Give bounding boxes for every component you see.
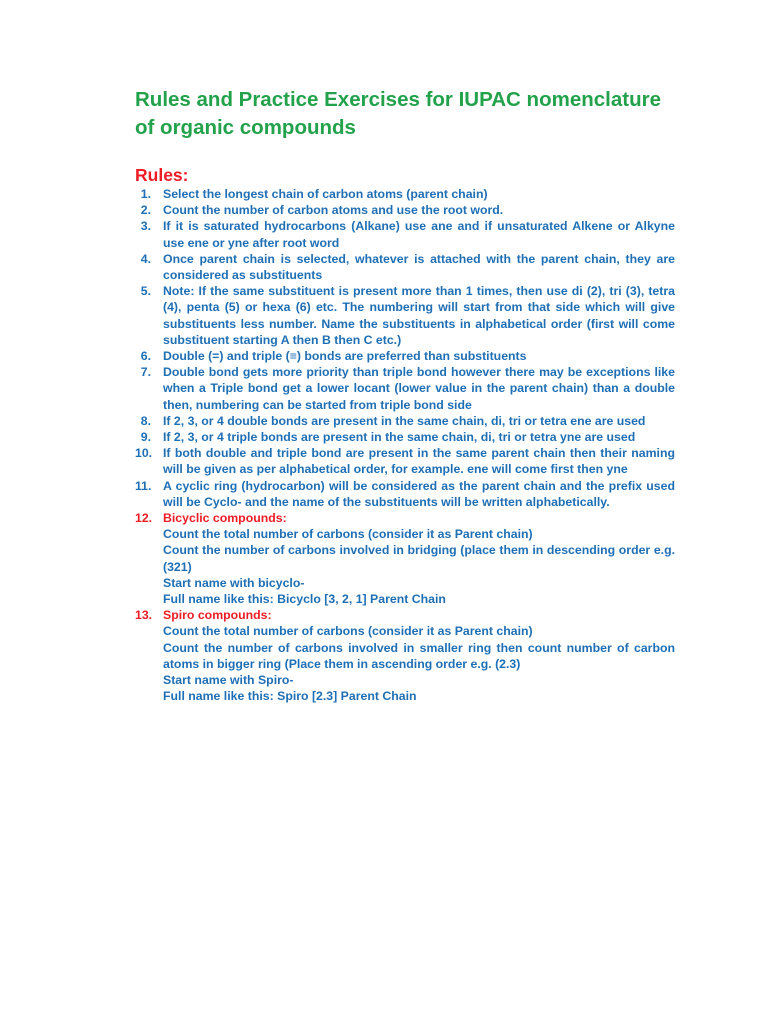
rule-text: If 2, 3, or 4 double bonds are present in the same chain, di, tri or tetra ene are used [163,413,646,428]
rule-item-11 [135,478,675,510]
rule-number: 6. [140,349,151,364]
rule-number: 2. [140,203,151,218]
rule-text: Once parent chain is selected, whatever is attached with the parent chain, they are considered as substituents [163,251,675,283]
rules-list [135,186,675,705]
rule-item-6 [135,348,675,364]
rule-text: Note: If the same substituent is present more than 1 times, then use di (2), tri (3), tetra (4), penta (5) or hexa (6) etc. The numbering will start from that side which will give substituents less number. Name the substituents in alphabetical order (first will come substituent starting A then B then C etc.) [163,284,675,347]
bicyclic-step: Count the total number of carbons (consider it as Parent chain) [163,527,533,542]
spiro-step: Count the number of carbons involved in smaller ring then count number of carbon atoms in bigger ring (Place them in ascending order e.g. (2.3) [163,640,675,671]
rule-number: 10. [135,446,153,461]
bicyclic-step: Start name with bicyclo- [163,575,305,590]
rule-item-10 [135,445,675,477]
rule-number: 13. [135,608,153,623]
rule-item-spiro [135,607,675,704]
rule-text: Double (=) and triple (≡) bonds are preferred than substituents [163,349,527,364]
rule-number: 3. [140,219,151,234]
rule-number: 5. [140,284,151,299]
bicyclic-step: Count the number of carbons involved in bridging (place them in descending order e.g. (321) [163,543,675,574]
spiro-step: Full name like this: Spiro [2.3] Parent Chain [163,689,417,704]
bicyclic-step: Full name like this: Bicyclo [3, 2, 1] Parent Chain [163,592,446,607]
rule-number: 12. [135,511,153,526]
rule-item-1 [135,186,675,202]
rule-text: Count the number of carbon atoms and use the root word. [163,203,504,218]
rule-text: A cyclic ring (hydrocarbon) will be considered as the parent chain and the prefix used will be Cyclo- and the name of the substituents will be written alphabetically. [163,478,675,509]
rule-number: 11. [135,478,152,493]
spiro-heading: Spiro compounds: [163,608,272,623]
rule-number: 8. [140,413,151,428]
rule-number: 1. [140,187,151,201]
rule-number: 7. [140,365,151,380]
rule-item-9 [135,429,675,445]
rule-item-3 [135,218,675,250]
rule-item-4 [135,251,675,283]
rule-item-5 [135,283,675,348]
rule-item-2 [135,202,675,218]
rule-item-bicyclic [135,510,675,607]
document-page [135,86,675,705]
document-title: Rules and Practice Exercises for IUPAC nomenclature of organic compounds [135,88,661,139]
rule-number: 9. [140,430,151,445]
rule-text: If both double and triple bond are present in the same parent chain then their naming will be given as per alphabetical order, for example. ene will come first then yne [163,446,675,477]
rule-text: Select the longest chain of carbon atoms (parent chain) [163,187,488,201]
rule-number: 4. [140,251,151,266]
rule-item-7 [135,364,675,413]
bicyclic-heading: Bicyclic compounds: [163,511,287,526]
spiro-step: Count the total number of carbons (consider it as Parent chain) [163,624,533,639]
rules-heading: Rules: [135,165,189,185]
rule-text: If it is saturated hydrocarbons (Alkane) use ane and if unsaturated Alkene or Alkyne use ene or yne after root word [163,219,675,250]
rule-text: Double bond gets more priority than triple bond however there may be exceptions like when a Triple bond get a lower locant (lower value in the parent chain) than a double then, numbering can be started from triple bond side [163,365,675,412]
spiro-step: Start name with Spiro- [163,673,294,688]
rule-text: If 2, 3, or 4 triple bonds are present in the same chain, di, tri or tetra yne are used [163,430,636,445]
rule-item-8 [135,413,675,429]
